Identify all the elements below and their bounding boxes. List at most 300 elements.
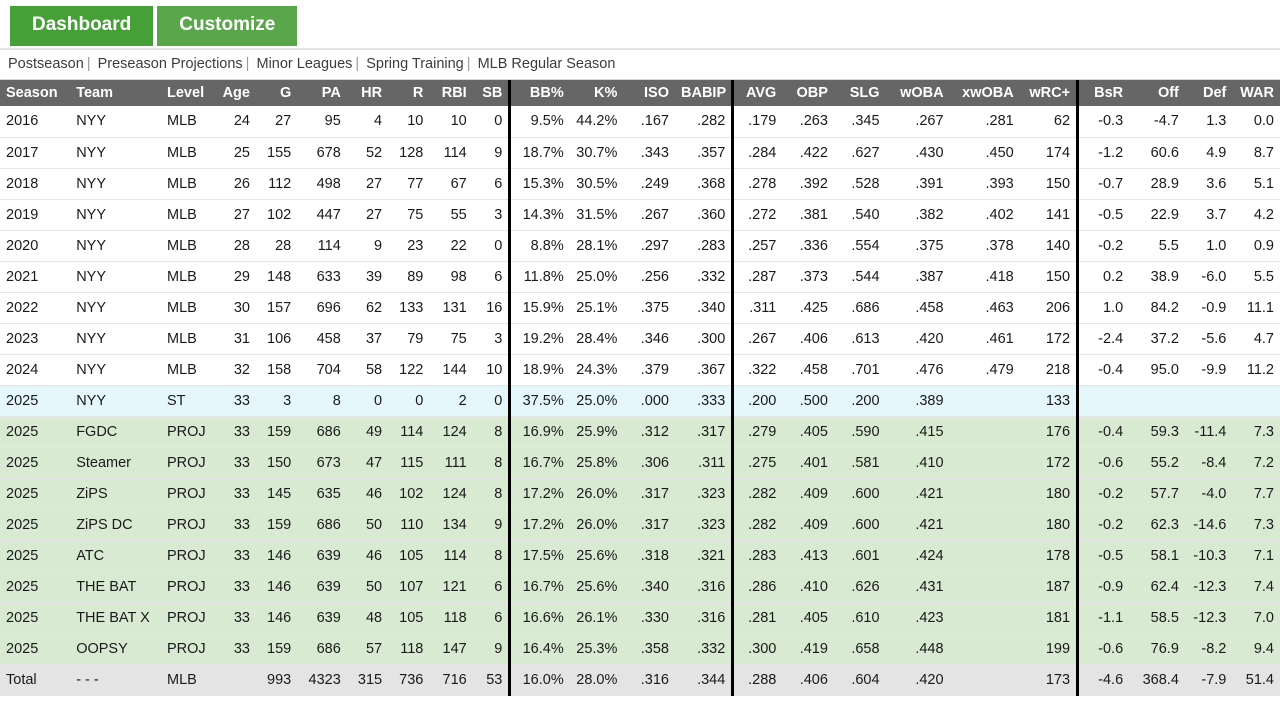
cell-age xyxy=(215,664,256,695)
cell-sb: 0 xyxy=(473,385,510,416)
cell-rbi: 2 xyxy=(429,385,472,416)
cell-obp: .263 xyxy=(782,106,834,137)
table-header xyxy=(0,80,1280,106)
cell-sb: 9 xyxy=(473,509,510,540)
cell-slg: .600 xyxy=(834,478,886,509)
cell-team: NYY xyxy=(70,354,161,385)
cell-r: 23 xyxy=(388,230,429,261)
cell-hr: 27 xyxy=(347,168,388,199)
cell-woba: .267 xyxy=(886,106,950,137)
cell-season: 2025 xyxy=(0,385,70,416)
cell-level: PROJ xyxy=(161,602,215,633)
cell-hr: 46 xyxy=(347,478,388,509)
cell-k: 25.8% xyxy=(570,447,624,478)
column-header-babip[interactable]: BABIP xyxy=(675,80,733,106)
table-row xyxy=(0,633,1280,664)
cell-sb: 6 xyxy=(473,571,510,602)
cell-obp: .409 xyxy=(782,478,834,509)
cell-war: 7.3 xyxy=(1232,509,1280,540)
cell-g: 155 xyxy=(256,137,297,168)
column-header-slg[interactable]: SLG xyxy=(834,80,886,106)
cell-avg: .257 xyxy=(733,230,783,261)
table-row xyxy=(0,168,1280,199)
cell-g: 106 xyxy=(256,323,297,354)
cell-level: PROJ xyxy=(161,540,215,571)
cell-xwoba xyxy=(950,509,1020,540)
cell-pa: 95 xyxy=(297,106,347,137)
cell-season: 2022 xyxy=(0,292,70,323)
cell-def: -0.9 xyxy=(1185,292,1232,323)
cell-obp: .458 xyxy=(782,354,834,385)
cell-r: 102 xyxy=(388,478,429,509)
cell-war: 0.0 xyxy=(1232,106,1280,137)
column-header-bsr[interactable]: BsR xyxy=(1078,80,1130,106)
cell-war xyxy=(1232,385,1280,416)
cell-pa: 633 xyxy=(297,261,347,292)
cell-age: 25 xyxy=(215,137,256,168)
cell-team: ZiPS DC xyxy=(70,509,161,540)
subnav-link-minor-leagues[interactable]: Minor Leagues xyxy=(256,56,353,72)
cell-age: 30 xyxy=(215,292,256,323)
cell-avg: .282 xyxy=(733,509,783,540)
cell-bsr: -0.6 xyxy=(1078,633,1130,664)
cell-xwoba: .463 xyxy=(950,292,1020,323)
cell-season: 2023 xyxy=(0,323,70,354)
cell-wrc: 62 xyxy=(1020,106,1078,137)
cell-slg: .528 xyxy=(834,168,886,199)
subnav-link-mlb-regular-season[interactable]: MLB Regular Season xyxy=(477,56,616,72)
cell-season: 2018 xyxy=(0,168,70,199)
cell-avg: .282 xyxy=(733,478,783,509)
column-header-woba[interactable]: wOBA xyxy=(886,80,950,106)
cell-bsr: -0.4 xyxy=(1078,354,1130,385)
cell-sb: 0 xyxy=(473,230,510,261)
cell-bsr: -0.3 xyxy=(1078,106,1130,137)
cell-k: 25.3% xyxy=(570,633,624,664)
column-header-obp[interactable]: OBP xyxy=(782,80,834,106)
cell-bb: 15.9% xyxy=(510,292,570,323)
column-header-hr[interactable]: HR xyxy=(347,80,388,106)
cell-iso: .379 xyxy=(623,354,675,385)
cell-wrc: 174 xyxy=(1020,137,1078,168)
cell-war: 7.0 xyxy=(1232,602,1280,633)
cell-bb: 18.7% xyxy=(510,137,570,168)
cell-war: 7.3 xyxy=(1232,416,1280,447)
cell-k: 25.6% xyxy=(570,571,624,602)
cell-r: 736 xyxy=(388,664,429,695)
cell-g: 150 xyxy=(256,447,297,478)
cell-age: 33 xyxy=(215,416,256,447)
table-row xyxy=(0,137,1280,168)
cell-bb: 17.2% xyxy=(510,509,570,540)
cell-age: 33 xyxy=(215,602,256,633)
cell-pa: 635 xyxy=(297,478,347,509)
cell-avg: .311 xyxy=(733,292,783,323)
cell-season: 2017 xyxy=(0,137,70,168)
cell-age: 28 xyxy=(215,230,256,261)
cell-bb: 16.9% xyxy=(510,416,570,447)
cell-woba: .389 xyxy=(886,385,950,416)
cell-bsr: -1.2 xyxy=(1078,137,1130,168)
cell-rbi: 67 xyxy=(429,168,472,199)
cell-k: 25.9% xyxy=(570,416,624,447)
table-row xyxy=(0,602,1280,633)
cell-r: 105 xyxy=(388,602,429,633)
cell-def: -4.0 xyxy=(1185,478,1232,509)
column-header-off[interactable]: Off xyxy=(1129,80,1185,106)
column-header-level[interactable]: Level xyxy=(161,80,215,106)
cell-wrc: 176 xyxy=(1020,416,1078,447)
cell-sb: 6 xyxy=(473,168,510,199)
cell-off: 76.9 xyxy=(1129,633,1185,664)
cell-avg: .281 xyxy=(733,602,783,633)
cell-rbi: 75 xyxy=(429,323,472,354)
cell-obp: .413 xyxy=(782,540,834,571)
cell-xwoba xyxy=(950,478,1020,509)
cell-hr: 4 xyxy=(347,106,388,137)
cell-k: 26.1% xyxy=(570,602,624,633)
cell-xwoba: .393 xyxy=(950,168,1020,199)
cell-age: 33 xyxy=(215,478,256,509)
tab-dashboard[interactable]: Dashboard xyxy=(10,6,153,46)
column-header-war[interactable]: WAR xyxy=(1232,80,1280,106)
cell-season: 2025 xyxy=(0,602,70,633)
table-row xyxy=(0,571,1280,602)
cell-wrc: 187 xyxy=(1020,571,1078,602)
cell-def: -5.6 xyxy=(1185,323,1232,354)
cell-slg: .610 xyxy=(834,602,886,633)
cell-hr: 58 xyxy=(347,354,388,385)
cell-level: MLB xyxy=(161,323,215,354)
column-header-iso[interactable]: ISO xyxy=(623,80,675,106)
cell-babip: .317 xyxy=(675,416,733,447)
cell-iso: .256 xyxy=(623,261,675,292)
cell-rbi: 147 xyxy=(429,633,472,664)
cell-war: 4.7 xyxy=(1232,323,1280,354)
cell-slg: .658 xyxy=(834,633,886,664)
cell-iso: .267 xyxy=(623,199,675,230)
cell-rbi: 114 xyxy=(429,540,472,571)
cell-g: 993 xyxy=(256,664,297,695)
cell-wrc: 172 xyxy=(1020,447,1078,478)
cell-slg: .554 xyxy=(834,230,886,261)
cell-sb: 6 xyxy=(473,602,510,633)
cell-age: 33 xyxy=(215,571,256,602)
column-header-r[interactable]: R xyxy=(388,80,429,106)
subnav-link-postseason[interactable]: Postseason xyxy=(8,56,84,72)
cell-woba: .387 xyxy=(886,261,950,292)
cell-bsr: -0.9 xyxy=(1078,571,1130,602)
cell-off: 62.3 xyxy=(1129,509,1185,540)
column-header-g[interactable]: G xyxy=(256,80,297,106)
cell-babip: .323 xyxy=(675,478,733,509)
cell-iso: .316 xyxy=(623,664,675,695)
cell-def: -7.9 xyxy=(1185,664,1232,695)
cell-wrc: 199 xyxy=(1020,633,1078,664)
cell-wrc: 150 xyxy=(1020,168,1078,199)
column-header-pa[interactable]: PA xyxy=(297,80,347,106)
cell-team: NYY xyxy=(70,137,161,168)
cell-def: -11.4 xyxy=(1185,416,1232,447)
column-header-team[interactable]: Team xyxy=(70,80,161,106)
cell-iso: .318 xyxy=(623,540,675,571)
cell-age: 33 xyxy=(215,385,256,416)
cell-r: 105 xyxy=(388,540,429,571)
cell-bb: 9.5% xyxy=(510,106,570,137)
cell-hr: 52 xyxy=(347,137,388,168)
cell-bsr: -2.4 xyxy=(1078,323,1130,354)
cell-level: PROJ xyxy=(161,571,215,602)
cell-team: OOPSY xyxy=(70,633,161,664)
cell-war: 51.4 xyxy=(1232,664,1280,695)
cell-obp: .422 xyxy=(782,137,834,168)
cell-slg: .581 xyxy=(834,447,886,478)
cell-woba: .415 xyxy=(886,416,950,447)
cell-season: 2025 xyxy=(0,571,70,602)
cell-g: 159 xyxy=(256,633,297,664)
cell-babip: .340 xyxy=(675,292,733,323)
table-row xyxy=(0,323,1280,354)
cell-obp: .336 xyxy=(782,230,834,261)
cell-k: 25.0% xyxy=(570,261,624,292)
cell-xwoba: .418 xyxy=(950,261,1020,292)
cell-slg: .544 xyxy=(834,261,886,292)
cell-wrc: 133 xyxy=(1020,385,1078,416)
cell-bsr: -0.2 xyxy=(1078,509,1130,540)
cell-woba: .420 xyxy=(886,323,950,354)
cell-iso: .375 xyxy=(623,292,675,323)
cell-obp: .392 xyxy=(782,168,834,199)
cell-team: NYY xyxy=(70,292,161,323)
cell-woba: .410 xyxy=(886,447,950,478)
cell-k: 26.0% xyxy=(570,509,624,540)
cell-rbi: 144 xyxy=(429,354,472,385)
cell-xwoba xyxy=(950,385,1020,416)
cell-r: 114 xyxy=(388,416,429,447)
cell-avg: .278 xyxy=(733,168,783,199)
cell-woba: .375 xyxy=(886,230,950,261)
table-row xyxy=(0,199,1280,230)
cell-sb: 9 xyxy=(473,137,510,168)
cell-g: 28 xyxy=(256,230,297,261)
cell-season: 2025 xyxy=(0,540,70,571)
column-header-age[interactable]: Age xyxy=(215,80,256,106)
cell-hr: 50 xyxy=(347,571,388,602)
cell-war: 4.2 xyxy=(1232,199,1280,230)
cell-war: 7.2 xyxy=(1232,447,1280,478)
cell-rbi: 114 xyxy=(429,137,472,168)
cell-season: 2020 xyxy=(0,230,70,261)
cell-bb: 16.0% xyxy=(510,664,570,695)
cell-def: -8.4 xyxy=(1185,447,1232,478)
cell-k: 25.1% xyxy=(570,292,624,323)
cell-bb: 18.9% xyxy=(510,354,570,385)
cell-slg: .701 xyxy=(834,354,886,385)
cell-obp: .406 xyxy=(782,664,834,695)
cell-team: ATC xyxy=(70,540,161,571)
cell-sb: 8 xyxy=(473,478,510,509)
cell-bsr: -0.5 xyxy=(1078,199,1130,230)
cell-g: 158 xyxy=(256,354,297,385)
cell-g: 146 xyxy=(256,571,297,602)
cell-r: 89 xyxy=(388,261,429,292)
cell-babip: .367 xyxy=(675,354,733,385)
cell-g: 157 xyxy=(256,292,297,323)
cell-slg: .686 xyxy=(834,292,886,323)
column-header-sb[interactable]: SB xyxy=(473,80,510,106)
cell-team: Steamer xyxy=(70,447,161,478)
cell-team: NYY xyxy=(70,323,161,354)
cell-avg: .300 xyxy=(733,633,783,664)
cell-avg: .275 xyxy=(733,447,783,478)
cell-obp: .381 xyxy=(782,199,834,230)
cell-xwoba: .479 xyxy=(950,354,1020,385)
cell-bb: 16.7% xyxy=(510,571,570,602)
cell-bsr: 1.0 xyxy=(1078,292,1130,323)
cell-xwoba xyxy=(950,540,1020,571)
cell-bsr: -0.2 xyxy=(1078,478,1130,509)
cell-sb: 10 xyxy=(473,354,510,385)
cell-obp: .410 xyxy=(782,571,834,602)
cell-xwoba: .450 xyxy=(950,137,1020,168)
cell-off: 37.2 xyxy=(1129,323,1185,354)
cell-obp: .405 xyxy=(782,602,834,633)
cell-g: 112 xyxy=(256,168,297,199)
cell-k: 31.5% xyxy=(570,199,624,230)
cell-babip: .323 xyxy=(675,509,733,540)
cell-pa: 686 xyxy=(297,633,347,664)
cell-level: PROJ xyxy=(161,447,215,478)
cell-slg: .613 xyxy=(834,323,886,354)
column-header-avg[interactable]: AVG xyxy=(733,80,783,106)
cell-g: 145 xyxy=(256,478,297,509)
cell-level: MLB xyxy=(161,168,215,199)
cell-season: 2025 xyxy=(0,478,70,509)
cell-obp: .401 xyxy=(782,447,834,478)
table-row xyxy=(0,354,1280,385)
cell-off: 55.2 xyxy=(1129,447,1185,478)
cell-pa: 678 xyxy=(297,137,347,168)
cell-obp: .373 xyxy=(782,261,834,292)
cell-hr: 46 xyxy=(347,540,388,571)
cell-def: 3.6 xyxy=(1185,168,1232,199)
column-header-wrc[interactable]: wRC+ xyxy=(1020,80,1078,106)
cell-def: -12.3 xyxy=(1185,602,1232,633)
cell-avg: .288 xyxy=(733,664,783,695)
cell-r: 77 xyxy=(388,168,429,199)
cell-iso: .306 xyxy=(623,447,675,478)
cell-off: 22.9 xyxy=(1129,199,1185,230)
cell-r: 0 xyxy=(388,385,429,416)
cell-def: 1.3 xyxy=(1185,106,1232,137)
cell-bsr: -0.5 xyxy=(1078,540,1130,571)
column-header-xwoba[interactable]: xwOBA xyxy=(950,80,1020,106)
cell-season: 2016 xyxy=(0,106,70,137)
cell-level: MLB xyxy=(161,261,215,292)
cell-wrc: 173 xyxy=(1020,664,1078,695)
cell-sb: 8 xyxy=(473,416,510,447)
cell-team: THE BAT xyxy=(70,571,161,602)
cell-bb: 17.5% xyxy=(510,540,570,571)
cell-season: 2024 xyxy=(0,354,70,385)
cell-avg: .179 xyxy=(733,106,783,137)
cell-team: NYY xyxy=(70,261,161,292)
cell-level: PROJ xyxy=(161,509,215,540)
column-header-bb[interactable]: BB% xyxy=(510,80,570,106)
cell-off: 84.2 xyxy=(1129,292,1185,323)
cell-bb: 8.8% xyxy=(510,230,570,261)
cell-rbi: 121 xyxy=(429,571,472,602)
column-header-rbi[interactable]: RBI xyxy=(429,80,472,106)
cell-wrc: 180 xyxy=(1020,509,1078,540)
cell-war: 7.7 xyxy=(1232,478,1280,509)
cell-avg: .286 xyxy=(733,571,783,602)
cell-pa: 114 xyxy=(297,230,347,261)
cell-def: 3.7 xyxy=(1185,199,1232,230)
cell-woba: .421 xyxy=(886,509,950,540)
subnav-link-preseason-projections[interactable]: Preseason Projections xyxy=(97,56,243,72)
cell-avg: .287 xyxy=(733,261,783,292)
cell-sb: 8 xyxy=(473,540,510,571)
cell-level: MLB xyxy=(161,106,215,137)
cell-woba: .421 xyxy=(886,478,950,509)
cell-level: PROJ xyxy=(161,416,215,447)
cell-babip: .282 xyxy=(675,106,733,137)
cell-k: 30.5% xyxy=(570,168,624,199)
cell-off: -4.7 xyxy=(1129,106,1185,137)
cell-r: 75 xyxy=(388,199,429,230)
column-header-k[interactable]: K% xyxy=(570,80,624,106)
cell-k: 26.0% xyxy=(570,478,624,509)
cell-sb: 8 xyxy=(473,447,510,478)
cell-xwoba xyxy=(950,664,1020,695)
column-header-def[interactable]: Def xyxy=(1185,80,1232,106)
cell-g: 146 xyxy=(256,602,297,633)
cell-wrc: 206 xyxy=(1020,292,1078,323)
cell-r: 107 xyxy=(388,571,429,602)
cell-iso: .358 xyxy=(623,633,675,664)
tab-customize[interactable]: Customize xyxy=(157,6,297,46)
cell-hr: 9 xyxy=(347,230,388,261)
subnav-link-spring-training[interactable]: Spring Training xyxy=(366,56,464,72)
cell-woba: .423 xyxy=(886,602,950,633)
cell-iso: .167 xyxy=(623,106,675,137)
cell-season: 2025 xyxy=(0,509,70,540)
cell-babip: .283 xyxy=(675,230,733,261)
cell-slg: .200 xyxy=(834,385,886,416)
cell-avg: .283 xyxy=(733,540,783,571)
table-row xyxy=(0,509,1280,540)
cell-season: 2025 xyxy=(0,633,70,664)
table-row xyxy=(0,106,1280,137)
cell-season: 2025 xyxy=(0,416,70,447)
cell-pa: 696 xyxy=(297,292,347,323)
cell-off: 59.3 xyxy=(1129,416,1185,447)
cell-age: 33 xyxy=(215,633,256,664)
cell-hr: 37 xyxy=(347,323,388,354)
cell-bsr: -0.7 xyxy=(1078,168,1130,199)
cell-woba: .382 xyxy=(886,199,950,230)
cell-k: 25.6% xyxy=(570,540,624,571)
cell-hr: 62 xyxy=(347,292,388,323)
cell-r: 128 xyxy=(388,137,429,168)
cell-off: 62.4 xyxy=(1129,571,1185,602)
column-header-season[interactable]: Season xyxy=(0,80,70,106)
cell-war: 11.2 xyxy=(1232,354,1280,385)
cell-bb: 19.2% xyxy=(510,323,570,354)
cell-pa: 4323 xyxy=(297,664,347,695)
cell-babip: .360 xyxy=(675,199,733,230)
